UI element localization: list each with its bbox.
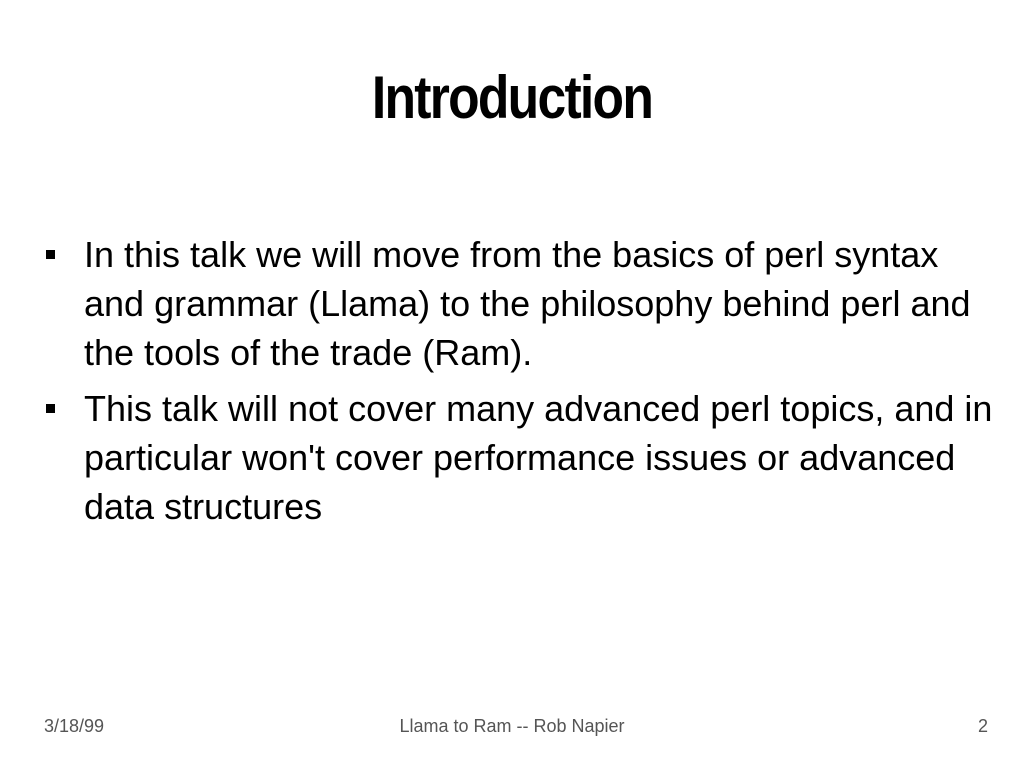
page-number: 2 xyxy=(977,716,988,736)
bullet-item xyxy=(44,384,1004,531)
footer-title: Llama to Ram -- Rob Napier xyxy=(399,716,625,736)
footer-date: 3/18/99 xyxy=(44,716,105,736)
square-bullet-icon xyxy=(46,404,55,413)
bullet-text: In this talk we will move from the basics of perl syntax and grammar (Llama) to the philosophy behind perl and the tools of the trade (Ram). xyxy=(84,234,971,373)
slide-title: Introduction xyxy=(371,64,653,131)
bullet-text: This talk will not cover many advanced perl topics, and in particular won't cover performance issues or advanced data structures xyxy=(84,388,993,527)
bullet-list xyxy=(44,230,1004,538)
square-bullet-icon xyxy=(46,250,55,259)
bullet-item xyxy=(44,230,1004,377)
